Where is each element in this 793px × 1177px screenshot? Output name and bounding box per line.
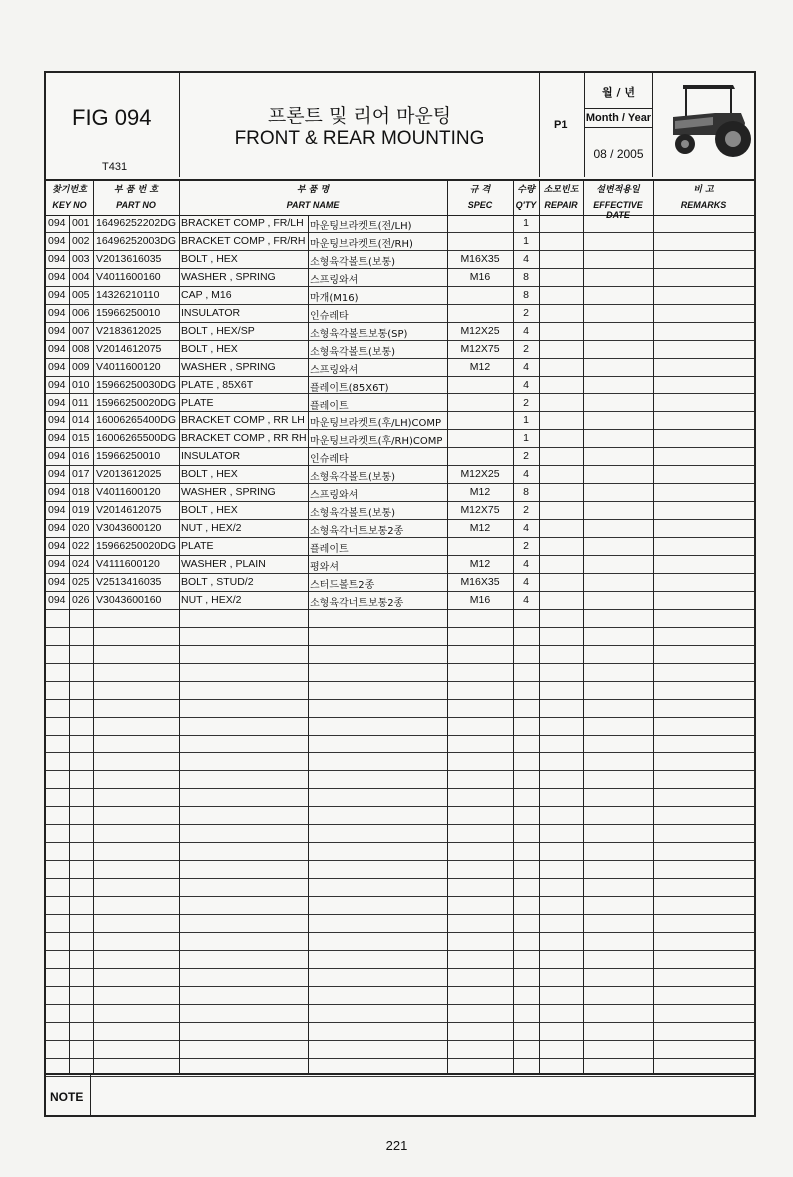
cell-qty: 4: [523, 593, 529, 606]
cell-name-en: BOLT , HEX/SP: [181, 324, 255, 337]
column-divider: [513, 179, 514, 1073]
cell-key: 018: [72, 486, 90, 499]
cell-spec: M12: [469, 360, 491, 373]
cell-spec: M12: [469, 558, 491, 571]
cell-part-no: 15966250020DG: [96, 540, 176, 553]
cell-name-en: INSULATOR: [181, 450, 241, 463]
cell-qty: 4: [523, 558, 529, 571]
table-row: [46, 610, 754, 628]
col-partno-en: PART NO: [116, 200, 156, 210]
cell-key: 005: [72, 288, 90, 301]
table-row: [46, 359, 754, 377]
cell-name-en: WASHER , SPRING: [181, 270, 276, 283]
cell-name-en: BRACKET COMP , FR/LH: [181, 217, 304, 229]
cell-fig: 094: [48, 576, 66, 588]
cell-name-en: BRACKET COMP , RR LH: [181, 414, 305, 427]
cell-name-ko: 플레이트: [310, 400, 349, 412]
cell-name-en: INSULATOR: [181, 306, 241, 319]
column-divider: [583, 179, 584, 1073]
cell-fig: 094: [48, 432, 66, 445]
cell-qty: 8: [523, 288, 529, 301]
column-headers: [46, 179, 754, 220]
cell-qty: 2: [523, 504, 529, 517]
table-row: [46, 628, 754, 646]
cell-key: 017: [72, 468, 90, 481]
table-row: [46, 556, 754, 574]
cell-qty: 1: [523, 217, 529, 229]
cell-qty: 2: [523, 396, 529, 409]
cell-key: 001: [72, 217, 90, 229]
cell-fig: 094: [48, 486, 66, 499]
cell-key: 002: [72, 234, 90, 247]
note-label: NOTE: [50, 1090, 84, 1104]
cell-qty: 4: [523, 378, 529, 391]
table-row: [46, 466, 754, 484]
cell-name-en: BOLT , HEX: [181, 342, 238, 355]
table-row: [46, 251, 754, 269]
cell-name-en: WASHER , SPRING: [181, 360, 276, 373]
cell-spec: M12: [469, 522, 491, 535]
cell-name-ko: 평와셔: [310, 562, 339, 574]
table-row: [46, 287, 754, 305]
col-partname-ko: 부 품 명: [296, 185, 330, 195]
title-box: [180, 73, 540, 177]
cell-part-no: V3043600120: [96, 522, 162, 535]
date-box: [585, 73, 653, 177]
table-row: [46, 861, 754, 879]
cell-fig: 094: [48, 217, 66, 229]
cell-spec: M16: [469, 270, 491, 283]
cell-qty: 1: [523, 432, 529, 445]
cell-name-en: NUT , HEX/2: [181, 522, 242, 535]
cell-name-ko: 플레이트: [310, 544, 349, 556]
cell-part-no: 15966250020DG: [96, 396, 176, 409]
table-row: [46, 700, 754, 718]
cell-key: 014: [72, 414, 90, 427]
column-divider: [93, 179, 94, 1073]
cell-spec: M12X25: [460, 468, 500, 481]
cell-key: 009: [72, 360, 90, 373]
table-row: [46, 233, 754, 251]
cell-spec: M12: [469, 486, 491, 499]
cell-qty: 4: [523, 252, 529, 265]
cell-key: 026: [72, 593, 90, 606]
column-divider: [447, 179, 448, 1073]
cell-name-ko: 소형육각볼트(보통): [310, 508, 396, 520]
cell-qty: 1: [523, 414, 529, 427]
table-row: [46, 215, 754, 233]
table-row: [46, 969, 754, 987]
cell-name-ko: 스프링와셔: [310, 274, 359, 286]
table-row: [46, 1005, 754, 1023]
cell-name-ko: 마운팅브라켓트(전/LH): [310, 221, 412, 232]
cell-key: 006: [72, 306, 90, 319]
cell-qty: 8: [523, 486, 529, 499]
col-effdate-ko: 설변적용일: [596, 185, 640, 195]
cell-fig: 094: [48, 558, 66, 571]
col-key-en: KEY NO: [52, 200, 87, 210]
cell-qty: 2: [523, 342, 529, 355]
title-korean: 프론트 및 리어 마운팅: [267, 105, 452, 127]
col-effdate-en: EFFECTIVE DATE: [593, 200, 643, 220]
table-row: [46, 538, 754, 556]
cell-part-no: V2014612075: [96, 504, 162, 517]
cell-name-en: BOLT , HEX: [181, 468, 238, 481]
tractor-icon: [653, 73, 754, 177]
col-spec-ko: 규 격: [469, 185, 491, 195]
cell-part-no: 16006265500DG: [96, 432, 176, 445]
cell-name-ko: 인슈레타: [310, 454, 349, 466]
cell-spec: M12X75: [460, 504, 500, 517]
cell-name-en: BRACKET COMP , FR/RH: [181, 234, 306, 247]
cell-name-ko: 마개(M16): [310, 292, 359, 304]
parts-sheet: [44, 71, 756, 1117]
cell-name-en: BOLT , HEX: [181, 504, 238, 517]
column-divider: [308, 215, 309, 1073]
cell-qty: 4: [523, 576, 529, 588]
table-row: [46, 825, 754, 843]
table-row: [46, 664, 754, 682]
table-row: [46, 771, 754, 789]
cell-name-ko: 플레이트(85X6T): [310, 382, 389, 394]
table-row: [46, 484, 754, 502]
month-year-label: Month / Year: [585, 108, 652, 128]
title-english: FRONT & REAR MOUNTING: [234, 128, 485, 149]
cell-part-no: V2014612075: [96, 342, 162, 355]
figure-box: [46, 73, 180, 177]
table-row: [46, 736, 754, 754]
cell-key: 007: [72, 324, 90, 337]
column-divider: [69, 215, 70, 1073]
cell-name-en: NUT , HEX/2: [181, 593, 242, 606]
cell-name-ko: 인슈레타: [310, 310, 349, 322]
cell-part-no: 16496252003DG: [96, 234, 176, 247]
cell-part-no: V4111600120: [96, 558, 160, 571]
cell-part-no: 16006265400DG: [96, 414, 176, 427]
col-spec-en: SPEC: [467, 200, 493, 210]
sheet-header: [46, 73, 754, 181]
cell-name-ko: 마운팅브라켓트(후/LH)COMP: [310, 418, 442, 430]
table-row: [46, 682, 754, 700]
cell-fig: 094: [48, 234, 66, 247]
table-row: [46, 269, 754, 287]
table-row: [46, 448, 754, 466]
cell-name-ko: 마운팅브라켓트(후/RH)COMP: [310, 436, 443, 448]
figure-number: FIG 094: [72, 105, 152, 130]
table-row: [46, 915, 754, 933]
cell-fig: 094: [48, 306, 66, 319]
cell-fig: 094: [48, 396, 66, 409]
col-partno-ko: 부 품 번 호: [113, 185, 159, 195]
cell-name-ko: 소형육각볼트(보통): [310, 346, 396, 358]
table-row: [46, 377, 754, 395]
cell-fig: 094: [48, 360, 66, 373]
table-row: [46, 574, 754, 592]
cell-part-no: V3043600160: [96, 593, 162, 606]
col-qty-ko: 수량: [517, 185, 535, 195]
cell-part-no: V4011600160: [96, 270, 161, 283]
table-row: [46, 592, 754, 610]
cell-key: 025: [72, 576, 90, 588]
cell-name-en: BOLT , STUD/2: [181, 576, 254, 588]
table-row: [46, 987, 754, 1005]
cell-fig: 094: [48, 342, 66, 355]
cell-name-ko: 소형육각볼트(보통): [310, 472, 396, 484]
table-row: [46, 395, 754, 413]
cell-name-ko: 스프링와셔: [310, 364, 359, 376]
column-divider: [179, 179, 180, 1073]
col-key-ko: 찾기번호: [52, 185, 87, 195]
page-box: [540, 73, 585, 177]
cell-name-en: BRACKET COMP , RR RH: [181, 432, 307, 445]
cell-key: 020: [72, 522, 90, 535]
month-year-korean: 월 / 년: [602, 86, 635, 99]
cell-fig: 094: [48, 288, 66, 301]
table-row: [46, 520, 754, 538]
cell-key: 022: [72, 540, 90, 553]
table-row: [46, 897, 754, 915]
cell-qty: 4: [523, 522, 529, 535]
cell-qty: 4: [523, 324, 529, 337]
table-row: [46, 718, 754, 736]
cell-name-en: CAP , M16: [181, 288, 232, 301]
cell-name-ko: 소형육각너트보통2종: [310, 526, 404, 538]
table-row: [46, 1041, 754, 1059]
table-row: [46, 754, 754, 772]
cell-qty: 2: [523, 450, 529, 463]
cell-name-en: PLATE: [181, 540, 214, 553]
cell-qty: 4: [523, 468, 529, 481]
cell-spec: M12X75: [460, 342, 500, 355]
cell-qty: 2: [523, 540, 529, 553]
cell-qty: 2: [523, 306, 529, 319]
cell-part-no: V2183612025: [96, 324, 162, 337]
cell-key: 015: [72, 432, 90, 445]
cell-fig: 094: [48, 593, 66, 606]
cell-part-no: 15966250010: [96, 306, 161, 319]
cell-fig: 094: [48, 378, 66, 391]
col-repair-ko: 소모빈도: [543, 185, 579, 195]
table-row: [46, 843, 754, 861]
cell-fig: 094: [48, 450, 66, 463]
cell-qty: 4: [523, 360, 529, 373]
table-row: [46, 807, 754, 825]
cell-key: 008: [72, 342, 90, 355]
cell-part-no: V2013612025: [96, 468, 162, 481]
cell-fig: 094: [48, 270, 66, 283]
cell-name-ko: 소형육각볼트(보통): [310, 256, 396, 268]
cell-spec: M12X25: [460, 324, 500, 337]
cell-spec: M16X35: [460, 252, 500, 265]
cell-part-no: 16496252202DG: [96, 217, 176, 229]
issue-date: 08 / 2005: [593, 147, 644, 161]
cell-name-en: PLATE , 85X6T: [181, 378, 254, 391]
cell-name-ko: 소형육각볼트보통(SP): [310, 328, 408, 340]
table-row: [46, 933, 754, 951]
table-row: [46, 879, 754, 897]
table-row: [46, 341, 754, 359]
cell-key: 011: [72, 396, 89, 409]
cell-key: 024: [72, 558, 90, 571]
table-row: [46, 412, 754, 430]
table-row: [46, 1023, 754, 1041]
cell-name-ko: 소형육각너트보통2종: [310, 597, 404, 609]
cell-spec: M16X35: [460, 576, 500, 588]
cell-key: 019: [72, 504, 90, 517]
col-qty-en: Q'TY: [515, 200, 537, 210]
cell-fig: 094: [48, 504, 66, 517]
col-remarks-ko: 비 고: [693, 185, 714, 195]
cell-name-en: WASHER , PLAIN: [181, 558, 266, 571]
column-divider: [539, 179, 540, 1073]
cell-key: 016: [72, 450, 90, 463]
cell-part-no: V2513416035: [96, 576, 162, 588]
cell-fig: 094: [48, 252, 66, 265]
table-row: [46, 646, 754, 664]
cell-key: 003: [72, 252, 90, 265]
col-partname-en: PART NAME: [286, 200, 340, 210]
page-code: P1: [554, 119, 568, 131]
cell-qty: 1: [523, 234, 529, 247]
page-number: 221: [385, 1138, 408, 1153]
cell-fig: 094: [48, 324, 66, 337]
cell-part-no: V4011600120: [96, 360, 161, 373]
table-row: [46, 430, 754, 448]
col-remarks-en: REMARKS: [680, 200, 727, 210]
cell-name-en: WASHER , SPRING: [181, 486, 276, 499]
table-row: [46, 951, 754, 969]
cell-fig: 094: [48, 468, 66, 481]
table-row: [46, 789, 754, 807]
cell-part-no: 14326210110: [96, 288, 160, 301]
table-row: [46, 305, 754, 323]
cell-name-ko: 스터드볼트2종: [310, 580, 375, 591]
cell-name-en: PLATE: [181, 396, 214, 409]
cell-qty: 8: [523, 270, 529, 283]
cell-fig: 094: [48, 522, 66, 535]
cell-name-en: BOLT , HEX: [181, 252, 238, 265]
table-row: [46, 323, 754, 341]
cell-key: 004: [72, 270, 90, 283]
cell-spec: M16: [469, 593, 491, 606]
cell-part-no: V4011600120: [96, 486, 161, 499]
cell-part-no: 15966250030DG: [96, 378, 176, 391]
model-code: T431: [102, 161, 128, 173]
col-repair-en: REPAIR: [544, 200, 578, 210]
cell-fig: 094: [48, 540, 66, 553]
cell-part-no: V2013616035: [96, 252, 162, 265]
column-divider: [653, 179, 654, 1073]
cell-part-no: 15966250010: [96, 450, 161, 463]
cell-fig: 094: [48, 414, 66, 427]
note-box: [46, 1073, 754, 1117]
cell-name-ko: 스프링와셔: [310, 490, 359, 502]
cell-key: 010: [72, 378, 90, 391]
cell-name-ko: 마운팅브라켓트(전/RH): [310, 238, 413, 250]
table-row: [46, 502, 754, 520]
